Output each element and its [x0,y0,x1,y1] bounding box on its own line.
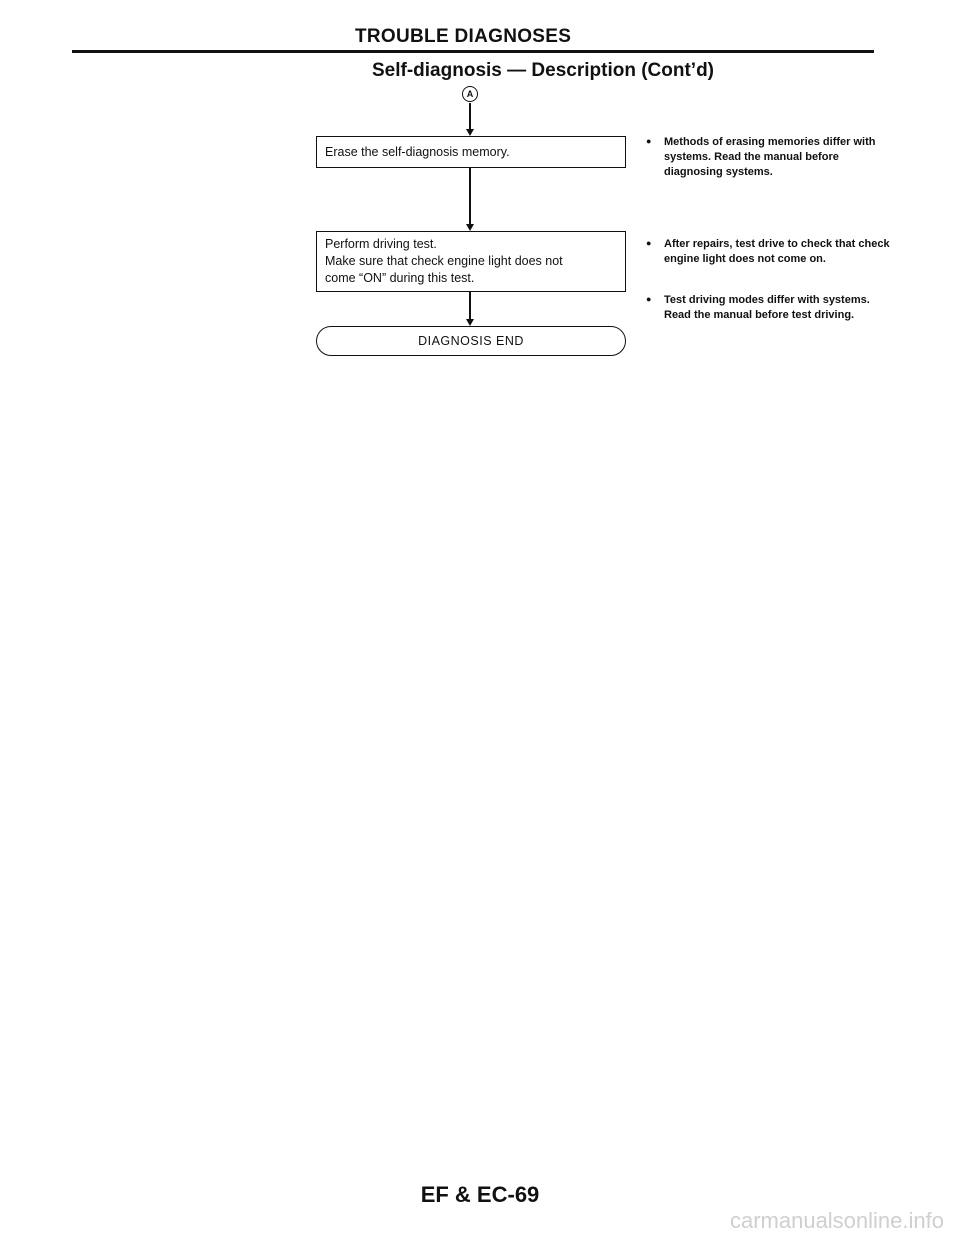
note-text: Methods of erasing memories differ with systems. Read the manual before diagnosing systems. [664,136,876,178]
flow-step-text: Erase the self-diagnosis memory. [325,144,510,159]
flow-terminal-end: DIAGNOSIS END [316,326,626,356]
note-item [646,292,894,323]
flow-step-erase-memory [316,136,626,168]
flow-step-text: Make sure that check engine light does not [325,254,563,268]
note-item [646,134,894,180]
connector-line [469,168,471,224]
arrow-down-icon [466,319,474,326]
flow-step-driving-test [316,231,626,292]
note-text: Test driving modes differ with systems. Read the manual before test driving. [664,294,870,321]
page-number: EF & EC-69 [420,1182,540,1207]
connector-line [469,292,471,319]
note-item [646,236,894,267]
watermark: carmanualsonline.info [729,1208,944,1233]
section-title: TROUBLE DIAGNOSES [355,26,572,47]
note-text: After repairs, test drive to check that check engine light does not come on. [664,238,890,265]
arrow-down-icon [466,224,474,231]
bullet-icon: ● [646,136,652,146]
header-rule [72,50,874,53]
connector-line [469,103,471,129]
flow-step-text: come “ON” during this test. [325,271,475,285]
bullet-icon: ● [646,294,652,304]
connector-marker: A [462,86,478,102]
arrow-down-icon [466,129,474,136]
subsection-title: Self-diagnosis — Description (Cont’d) [372,60,715,81]
bullet-icon: ● [646,238,652,248]
flow-step-text: Perform driving test. [325,237,437,251]
